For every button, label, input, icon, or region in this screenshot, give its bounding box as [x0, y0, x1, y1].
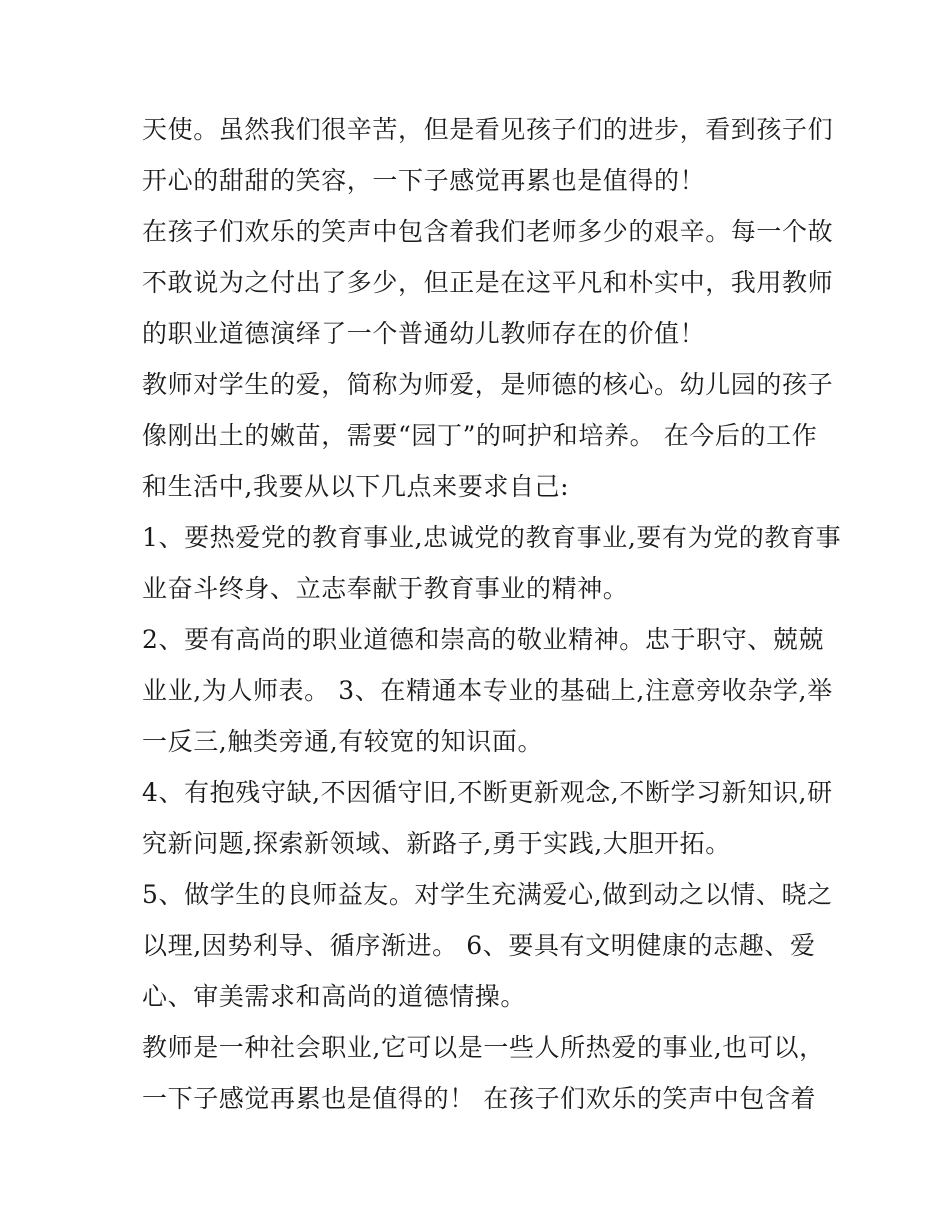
text-line: 像刚出土的嫩苗，需要“园丁”的呵护和培养。 在今后的工作 [142, 421, 818, 450]
text-line: 业奋斗终身、立志奉献于教育事业的精神。 [142, 574, 629, 603]
text-line: 4、有抱残守缺,不因循守旧,不断更新观念,不断学习新知识,研 [142, 778, 833, 807]
text-line: 究新问题,探索新领域、新路子,勇于实践,大胆开拓。 [142, 829, 731, 858]
document-body [142, 104, 842, 1124]
text-line: 2、要有高尚的职业道德和崇高的敬业精神。忠于职守、兢兢 [142, 625, 825, 654]
text-line: 一下子感觉再累也是值得的！ 在孩子们欢乐的笑声中包含着 [142, 1084, 817, 1113]
text-line: 的职业道德演绎了一个普通幼儿教师存在的价值！ [142, 319, 706, 348]
text-line: 在孩子们欢乐的笑声中包含着我们老师多少的艰辛。每一个故 [142, 217, 834, 246]
text-line: 教师是一种社会职业,它可以是一些人所热爱的事业,也可以， [142, 1033, 825, 1062]
text-line: 开心的甜甜的笑容，一下子感觉再累也是值得的！ [142, 166, 706, 195]
text-line: 一反三,触类旁通,有较宽的知识面。 [142, 727, 544, 756]
text-line: 5、做学生的良师益友。对学生充满爱心,做到动之以情、晓之 [142, 880, 833, 909]
text-line: 1、要热爱党的教育事业,忠诚党的教育事业,要有为党的教育事 [142, 523, 842, 552]
text-line: 教师对学生的爱，简称为师爱，是师德的核心。幼儿园的孩子 [142, 370, 834, 399]
text-line: 业业,为人师表。 3、在精通本专业的基础上,注意旁收杂学,举 [142, 676, 833, 705]
text-line: 以理,因势利导、循序渐进。 6、要具有文明健康的志趣、爱 [142, 931, 816, 960]
text-line: 不敢说为之付出了多少，但正是在这平凡和朴实中，我用教师 [142, 268, 834, 297]
text-line: 天使。虽然我们很辛苦，但是看见孩子们的进步，看到孩子们 [142, 115, 834, 144]
text-line: 和生活中,我要从以下几点来要求自己: [142, 472, 570, 501]
text-line: 心、审美需求和高尚的道德情操。 [142, 982, 527, 1011]
